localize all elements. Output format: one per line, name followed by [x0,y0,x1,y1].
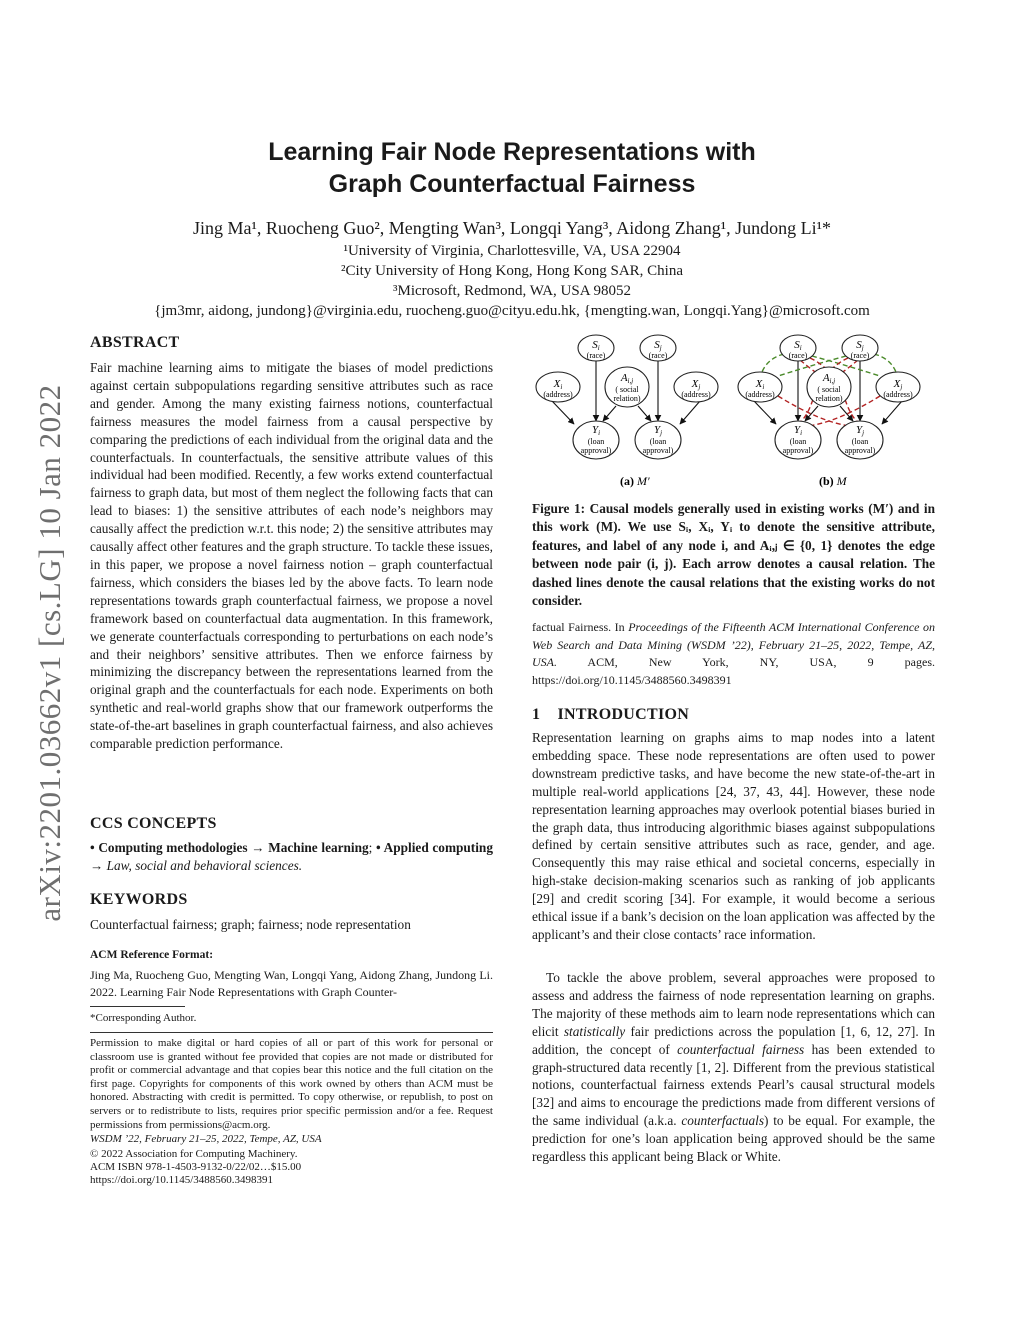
acm-ref-text: Jing Ma, Ruocheng Guo, Mengting Wan, Longqi Yang, Aidong Zhang, Jundong Li. 2022. Learning Fair Node Representations with Graph Counter- [90,968,493,999]
svg-text:(address): (address) [681,390,711,399]
node-xi-a [536,372,580,402]
svg-text:(race): (race) [586,351,606,360]
edge-a-yi-a [603,406,616,421]
edge-a-yj-b [840,406,853,421]
affiliation-3: ³Microsoft, Redmond, WA, USA 98052 [393,283,631,299]
svg-text:Xi: Xi [553,378,563,391]
subfigure-b [738,335,920,488]
edge-a-yi-b [805,406,818,421]
intro-p2-part-c: has been extended to graph-structured data recently [1, 2]. Different from the previous statistical notions, counterfactual fairness extends Pearl’s causal structural models [32] and aims to encourage the predictions made from different versions of the same individual (a.k.a. [532,1041,935,1129]
author-list: Jing Ma¹, Ruocheng Guo², Mengting Wan³, Longqi Yang³, Aidong Zhang¹, Jundong Li¹* [192,218,832,238]
node-si-b [780,335,816,361]
svg-text:Xj: Xj [691,378,701,391]
arxiv-stamp-text: arXiv:2201.03662v1 [cs.LG] 10 Jan 2022 [32,384,67,922]
svg-text:Si: Si [592,339,600,352]
svg-text:(address): (address) [745,390,775,399]
ccs-item-1: • Computing methodologies → Machine learning [90,840,369,855]
ccs-item-2-topic: Law, social and behavioral sciences. [106,857,303,873]
isbn: ACM ISBN 978-1-4503-9132-0/22/02…$15.00 [90,1161,302,1173]
svg-text:(race): (race) [850,351,870,360]
doi-link[interactable]: https://doi.org/10.1145/3488560.3498391 [90,1174,274,1186]
edge-xj-yj-b [882,401,902,424]
svg-text:approval): approval) [782,446,814,455]
svg-text:relation): relation) [613,394,641,403]
intro-paragraph-1: Representation learning on graphs aims to map nodes into a latent embedding space. These node representations are often used to power downstream predictive tasks, and have become the new state-of-the-art in multiple real-world applications [24, 37, 43, 44]. However, these node representation learning approaches may overlook potential biases buried in the graph data, thus introducing algorithmic biases against subpopulations defined by certain sensitive attributes such as race, gender, and age. Consequently this may raise ethical and societal concerns, especially in high-stake decision-making scenarios such as ranking of job applicants [29] and credit scoring [34]. For example, it would become a serious ethical issue if a bank’s decision on the loan application was affected by the applicant’s and their close contacts’ race information. [532,730,935,942]
title-line-2: Graph Counterfactual Fairness [328,170,696,198]
author-emails: {jm3mr, aidong, jundong}@virginia.edu, ruocheng.guo@cityu.edu.hk, {mengting.wan, Longqi.Yang}@microsoft.com [154,303,870,319]
svg-text:(loan: (loan [851,437,869,446]
intro-p2-part-d: ) to be equal. For example, the prediction for one’s loan application being approved should be the same regardless this applicant being Black or White. [532,1113,936,1165]
svg-text:(address): (address) [883,390,913,399]
svg-text:Sj: Sj [654,339,662,352]
acm-ref-cont-end: ACM, New York, NY, USA, 9 pages. https://doi.org/10.1145/3488560.3498391 [532,655,935,687]
svg-text:( social: ( social [615,385,639,394]
node-aij-b [807,367,851,407]
affiliation-2: ²City University of Hong Kong, Hong Kong SAR, China [341,263,683,279]
intro-p2-part-a: To tackle the above problem, several approaches were proposed to assess and address the fairness of node representation learning on graphs. The majority of these methods aim to learn node representations which can elicit [532,970,935,1039]
node-yi-a [573,421,619,459]
svg-text:approval): approval) [844,446,876,455]
footnote-divider [90,1032,493,1033]
permission-notice: Permission to make digital or hard copies of all or part of this work for personal or classroom use is granted without fee provided that copies are not made or distributed for profit or commercial advantage and that copies bear this notice and the full citation on the first page. Copyrights for components of this work owned by others than ACM must be honored. Abstracting with credit is permitted. To copy otherwise, or republish, to post on servers or to redistribute to lists, requires prior specific permission and/or a fee. Request permissions from permissions@acm.org. [90,1037,493,1131]
node-xj-a [674,372,718,402]
svg-text:Si: Si [794,339,802,352]
acm-ref-cont-start: factual Fairness. In [532,620,629,634]
node-xj-b [876,372,920,402]
intro-p2-statistically: statistically [563,1023,626,1039]
svg-text:relation): relation) [815,394,843,403]
keywords-text: Counterfactual fairness; graph; fairness; node representation [90,917,411,932]
causal-model-figure [532,330,942,500]
corresponding-author: *Corresponding Author. [90,1012,197,1024]
intro-heading: 1 INTRODUCTION [532,706,690,723]
svg-text:Xi: Xi [755,378,765,391]
edge-a-yj-a [638,406,651,421]
svg-text:(race): (race) [648,351,668,360]
svg-text:Sj: Sj [856,339,864,352]
node-si-a [578,335,614,361]
ccs-concepts [90,839,493,875]
abstract-text: Fair machine learning aims to mitigate the biases of model predictions against certain subpopulations regarding sensitive attributes such as race and gender. Among the many existing fairness notions, counterfactual fairness measures the model fairness from a causal perspective by comparing the predictions of each individual from the original data and the counterfactuals. In counterfactuals, the sensitive attribute values of this individual had been modified. Recently, a few works extend counterfactual fairness to graph data, but most of them neglect the following facts that can lead to biases: 1) the sensitive attributes of each node’s neighbors may causally affect the prediction w.r.t. this node; 2) the sensitive attributes may causally affect other features and the graph structure. To tackle these issues, in this paper, we propose a novel fairness notion – graph counterfactual fairness, which considers the biases led by the above facts. To learn node representations towards graph counterfactual fairness, we propose a novel framework based on counterfactual data augmentation. In this framework, we generate counterfactuals corresponding to perturbations on each node’s and their neighbors’ sensitive attributes. Then we enforce fairness by minimizing the discrepancy between the representations learned from the original graph and the counterfactuals for each node. Experiments on both synthetic and real-world graphs show that our framework outperforms the state-of-the-art baselines in graph counterfactual fairness, and also achieves comparable prediction performance. [90,360,493,752]
svg-text:Yi: Yi [591,424,601,437]
intro-paragraph-2 [532,969,935,1166]
svg-text:(race): (race) [788,351,808,360]
node-aij-a [605,367,649,407]
abstract-heading: ABSTRACT [90,334,180,351]
svg-text:approval): approval) [580,446,612,455]
copyright: © 2022 Association for Computing Machinery. [90,1148,298,1160]
arxiv-stamp [30,358,70,948]
svg-text:Xj: Xj [893,378,903,391]
node-yj-b [837,421,883,459]
svg-text:Yj: Yj [855,424,865,437]
figure-caption: Figure 1: Causal models generally used in existing works (M′) and in this work (M). We use Sᵢ, Xᵢ, Yᵢ to denote the sensitive attribute, features, and label of any node i, and Aᵢ,ⱼ ∈ {0, 1} denotes the edge between node pair (i, j). Each arrow denotes a causal relation. The dashed lines denote the causal relations that the existing works do not consider. [532,501,935,609]
node-sj-a [640,335,676,361]
acm-ref-proceedings: Proceedings of the Fifteenth ACM International Conference on Web Search and Data Mining (WSDM ’22), February 21–25, 2022, Tempe, AZ, USA. [532,620,935,669]
keywords-heading: KEYWORDS [90,891,188,908]
affiliation-1: ¹University of Virginia, Charlottesville, VA, USA 22904 [343,243,681,259]
subfigure-b-caption: (b) M [819,474,847,488]
title-line-1: Learning Fair Node Representations with [268,138,756,166]
subfigure-a [536,335,718,488]
intro-p2-counterfactuals: counterfactuals [681,1113,765,1129]
acm-ref-continued [532,619,935,689]
edge-xi-yi-a [552,401,574,424]
node-xi-b [738,372,782,402]
intro-p2-part-b: fair predictions across the population [1, 6, 12, 27]. In addition, the concept of [532,1023,936,1057]
svg-text:(loan: (loan [789,437,807,446]
svg-text:Ai,j: Ai,j [822,372,836,385]
dashed-sj-xj [874,354,896,372]
dashed-si-xi [762,354,784,372]
svg-text:(loan: (loan [649,437,667,446]
edge-xi-yi-b [754,401,776,424]
acm-ref-heading: ACM Reference Format: [90,949,214,961]
ccs-arrow: → [90,857,107,873]
svg-text:( social: ( social [817,385,841,394]
node-sj-b [842,335,878,361]
svg-text:Ai,j: Ai,j [620,372,634,385]
edge-xj-yj-a [680,401,700,424]
ccs-item-2: • Applied computing [376,840,493,855]
conference-info: WSDM ’22, February 21–25, 2022, Tempe, AZ, USA [90,1133,322,1145]
intro-p2-counterfactual-fairness: counterfactual fairness [677,1041,805,1057]
node-yi-b [775,421,821,459]
paper-title [0,136,1024,200]
node-yj-a [635,421,681,459]
footnote-divider-short [90,1006,185,1007]
ccs-separator: ; [368,840,377,855]
subfigure-a-caption: (a) M′ [620,474,650,488]
svg-text:Yj: Yj [653,424,663,437]
svg-text:approval): approval) [642,446,674,455]
ccs-heading: CCS CONCEPTS [90,815,217,832]
svg-text:(loan: (loan [587,437,605,446]
svg-text:(address): (address) [543,390,573,399]
svg-text:Yi: Yi [793,424,803,437]
